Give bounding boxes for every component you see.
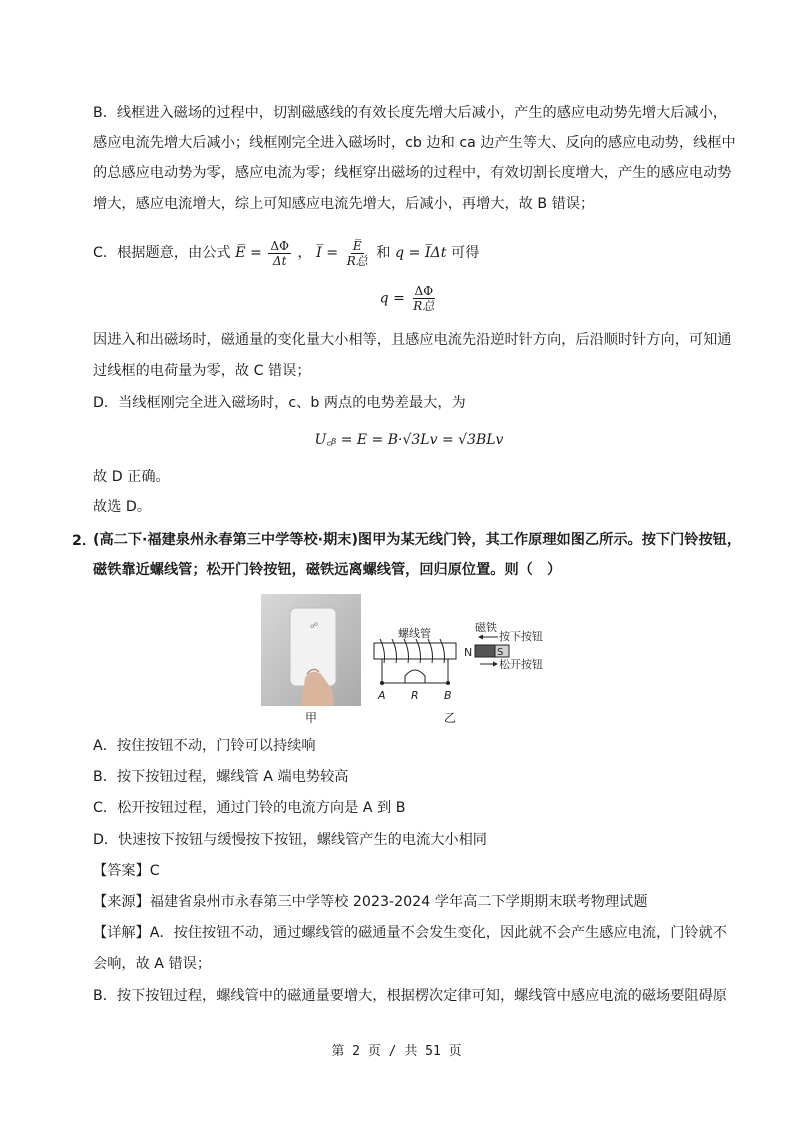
para-c-intro-line: [93, 236, 725, 270]
figure-yi-label: 乙: [444, 711, 457, 725]
formula-e-num: ΔΦ: [270, 238, 289, 253]
release-label: 松开按钮: [499, 658, 543, 671]
para-b-line4: 增大，感应电流增大，综上可知感应电流先增大，后减小，再增大，故 B 错误；: [93, 196, 595, 212]
option-d: D．快速按下按钮与缓慢按下按钮，螺线管产生的电流大小相同: [93, 832, 487, 848]
question-line2: 磁铁靠近螺线管；松开门铃按钮，磁铁远离螺线管，回归原位置。则（ ）: [93, 562, 562, 578]
detail-line2: 会响，故 A 错误；: [93, 956, 212, 972]
detail-line3: B．按下按钮过程，螺线管中的磁通量要增大，根据楞次定律可知，螺线管中感应电流的磁场要阻碍原: [93, 988, 727, 1004]
magnet-north: [475, 645, 495, 657]
para-c-line2: 因进入和出磁场时，磁通量的变化量大小相等，且感应电流先沿逆时针方向，后沿顺时针方向，可知通: [93, 332, 732, 348]
para-c-intro: C．根据题意，由公式: [93, 245, 231, 261]
result-den: R总: [413, 299, 435, 313]
source-line: 【来源】福建省泉州市永春第三中学等校 2023-2024 学年高二下学期期末联考物理试题: [93, 894, 648, 910]
label-a: A: [378, 689, 386, 702]
pole-n-label: N: [464, 646, 473, 659]
question-line1: (高二下·福建泉州永春第三中学等校·期末)图甲为某无线门铃，其工作原理如图乙所示。按下门铃按钮，: [93, 532, 742, 548]
solenoid-circuit-diagram: [372, 620, 557, 706]
result-fraction: [411, 284, 436, 313]
para-b-line1: B．线框进入磁场的过程中，切割磁感线的有效长度先增大后减小，产生的感应电动势先增大后减小，: [93, 105, 727, 121]
para-c-line3: 过线框的电荷量为零，故 C 错误；: [93, 363, 311, 379]
node-b: [446, 681, 450, 685]
pole-s-label: S: [497, 647, 504, 658]
page-footer: 第 2 页 / 共 51 页: [331, 1044, 462, 1059]
doorbell-photo: [261, 594, 361, 706]
formula-sep: ，: [297, 245, 312, 261]
result-lhs: q =: [379, 290, 405, 307]
formula-i-num: E̅: [352, 238, 362, 253]
solenoid-label: 螺线管: [398, 627, 431, 640]
svg-text:☍: ☍: [310, 621, 319, 630]
para-d-line2: 故 D 正确。: [93, 469, 170, 485]
formula-e-lhs: E̅ =: [235, 245, 262, 261]
node-a: [380, 681, 384, 685]
para-d-line1: D．当线框刚完全进入磁场时，c、b 两点的电势差最大，为: [93, 395, 466, 411]
doorbell-photo-drawing: [261, 594, 361, 706]
result-num: ΔΦ: [414, 284, 434, 298]
para-b-line3: 的总感应电动势为零，感应电流为零；线框穿出磁场的过程中，有效切割长度增大，产生的感应电动势: [93, 165, 732, 181]
formula-e-den: Δt: [272, 253, 287, 268]
figure-jia-label: 甲: [305, 711, 318, 725]
formula-q: q = I̅Δt: [394, 245, 447, 261]
formula-e-fraction: [268, 239, 291, 268]
press-arrowhead: [478, 635, 483, 640]
option-c: C．松开按钮过程，通过门铃的电流方向是 A 到 B: [93, 800, 406, 816]
option-b: B．按下按钮过程，螺线管 A 端电势较高: [93, 769, 349, 785]
option-a: A．按住按钮不动，门铃可以持续响: [93, 738, 316, 754]
para-b-line2: 感应电流先增大后减小；线框刚完全进入磁场时，cb 边和 ca 边产生等大、反向的感应电动势，线框中: [93, 135, 736, 151]
formula-q-result: [93, 284, 725, 313]
detail-line1: 【详解】A．按住按钮不动，通过螺线管的磁通量不会发生变化，因此就不会产生感应电流，门铃就不: [93, 925, 727, 941]
para-d-equation: U꜀ᵦ = E = B·√3Lv = √3BLv: [314, 432, 504, 448]
formula-and: 和: [376, 245, 391, 261]
formula-tail: 可得: [451, 245, 480, 261]
answer-line: 【答案】C: [93, 863, 160, 879]
formula-i-lhs: I̅ =: [316, 245, 339, 261]
formula-i-fraction: [345, 239, 370, 268]
press-label: 按下按钮: [499, 630, 543, 643]
formula-i-den: R总: [346, 253, 368, 268]
bell-icon: [405, 670, 425, 683]
para-d-line3: 故选 D。: [93, 499, 151, 515]
question-number: 2．: [72, 533, 97, 549]
release-arrowhead: [493, 662, 498, 667]
magnet-label: 磁铁: [475, 621, 497, 634]
label-b: B: [444, 689, 452, 702]
label-r: R: [411, 689, 419, 702]
